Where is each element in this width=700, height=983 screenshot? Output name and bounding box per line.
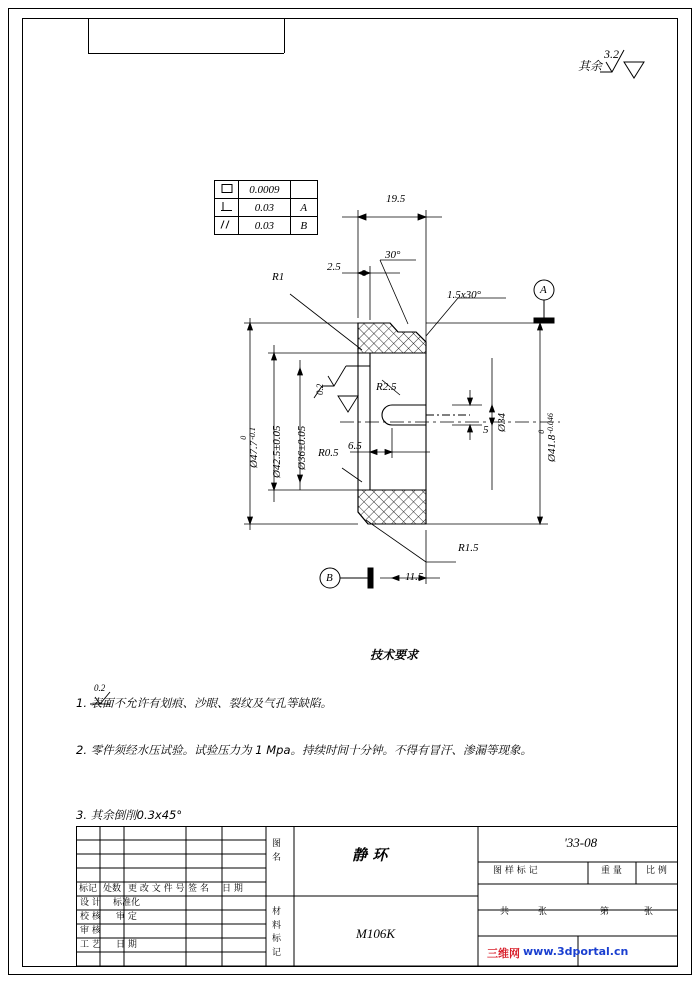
frame-outer-left: [8, 8, 9, 975]
frame-inner-bottom: [22, 966, 678, 967]
label-dia34: Ø34: [496, 413, 508, 432]
leader-r15: [366, 520, 456, 562]
label-dia418: [537, 409, 558, 462]
rev-head-0: 标记: [79, 884, 98, 894]
sheet-row-3: 张: [644, 907, 654, 917]
dim-dia477: [244, 318, 358, 530]
leader-r1: [290, 294, 362, 350]
dim-step: [342, 266, 400, 320]
dim-groove-width: [452, 390, 482, 440]
tech-item-1: 1. 表面不允许有划痕、沙眼、裂纹及气孔等缺陷。: [76, 696, 333, 710]
label-groove-depth: 6.5: [348, 440, 362, 452]
dia477-value: Ø47.7: [248, 440, 260, 468]
sheet-row-2: 第: [600, 907, 610, 917]
leader-chamfer: [426, 298, 506, 336]
lower-section-profile: [358, 490, 426, 524]
right-head-2: 比 例: [646, 866, 667, 876]
dia418-value: Ø41.8: [546, 434, 558, 462]
dim-groove-depth: [350, 428, 430, 458]
dia418-tol-lower: -0.046: [546, 413, 555, 434]
label-thickness: 11.5: [405, 571, 424, 583]
surface-note-value: 3.2: [604, 47, 619, 61]
right-head-1: 重 量: [601, 866, 622, 876]
role-3: 工 艺: [80, 940, 101, 950]
drawing-number: '33-08: [564, 835, 598, 850]
material-label: 材 料 标 记: [272, 907, 282, 958]
watermark-url: www.3dportal.cn: [523, 945, 629, 958]
label-width-total: 19.5: [386, 193, 406, 205]
dia477-tol-lower: -0.1: [248, 427, 257, 440]
upper-section-profile: [358, 323, 426, 353]
tech-item-2: [76, 740, 616, 762]
revision-grid: [76, 826, 266, 966]
surface-finish-symbol-other: [622, 56, 648, 80]
label-datum-b: B: [326, 572, 333, 584]
label-r05: R0.5: [318, 447, 339, 459]
surface-note-label: 其余: [578, 59, 603, 73]
sheet-row-0: 共: [500, 907, 510, 917]
label-step: 2.5: [327, 261, 341, 273]
frame-inner-top: [22, 18, 678, 19]
watermark-cn: 三维网: [487, 947, 520, 960]
tech-item-3: 3. 其余倒削0.3x45°: [76, 808, 183, 822]
label-r25: R2.5: [376, 381, 397, 393]
tech-rough-value: 0.2: [94, 683, 106, 693]
sheet-row-1: 张: [538, 907, 548, 917]
role-2: 审 核: [80, 926, 101, 936]
body-outline: [358, 353, 426, 490]
role-3-extra: 日 期: [116, 940, 137, 950]
leader-r05: [342, 468, 362, 482]
gdt-datum-2: B: [290, 217, 317, 235]
label-dia477: [239, 425, 260, 468]
dim-dia34: [490, 358, 495, 490]
role-0: 设 计: [80, 898, 101, 908]
rev-head-4: 日 期: [222, 884, 243, 894]
label-dia36: Ø36±0.05: [296, 425, 308, 470]
label-r15: R1.5: [458, 542, 479, 554]
leader-angle30: [380, 260, 416, 324]
gdt-tol-1: 0.03: [239, 199, 290, 217]
gdt-datum-1: A: [290, 199, 317, 217]
topbox-bottom: [88, 53, 284, 54]
label-angle30: 30°: [385, 249, 401, 261]
frame-outer-bottom: [8, 974, 692, 975]
role-1-extra: 审 定: [116, 912, 137, 922]
label-groove-width: 5: [483, 424, 489, 436]
label-r1: R1: [272, 271, 285, 283]
label-dia425: Ø42.5±0.05: [271, 425, 283, 478]
rev-head-2: 更 改 文 件 号: [128, 884, 185, 894]
rev-head-3: 签 名: [188, 884, 209, 894]
topbox-left: [88, 19, 89, 53]
gdt-tol-0: 0.0009: [239, 181, 290, 199]
frame-outer-top: [8, 8, 692, 9]
rev-head-1: 处数: [103, 884, 122, 894]
label-chamfer: 1.5x30°: [447, 289, 482, 301]
tech-title: 技术要求: [370, 648, 419, 662]
frame-outer-right: [691, 8, 692, 975]
label-datum-a: A: [540, 284, 547, 296]
part-name: 静 环: [352, 846, 388, 864]
role-1: 校 核: [80, 912, 101, 922]
frame-inner-left: [22, 18, 23, 967]
tech-item-2-text: 2. 零件须经水压试验。试验压力为 1 Mpa。持续时间十分钟。不得有冒汗、渗漏等现象。: [76, 743, 533, 757]
frame-inner-right: [677, 18, 678, 967]
right-head-0: 图 样 标 记: [493, 866, 538, 876]
part-label: 图 名: [272, 839, 282, 863]
label-rough-02: 0.2: [315, 383, 325, 395]
material-value: M106K: [356, 926, 395, 941]
topbox-right: [284, 19, 285, 53]
gdt-tol-2: 0.03: [239, 217, 290, 235]
roughness-symbol-triangle: [338, 366, 370, 412]
dia418-tol-upper: 0: [537, 429, 546, 434]
dia477-tol-upper: 0: [239, 435, 248, 440]
role-0-extra: 标准化: [113, 898, 141, 908]
